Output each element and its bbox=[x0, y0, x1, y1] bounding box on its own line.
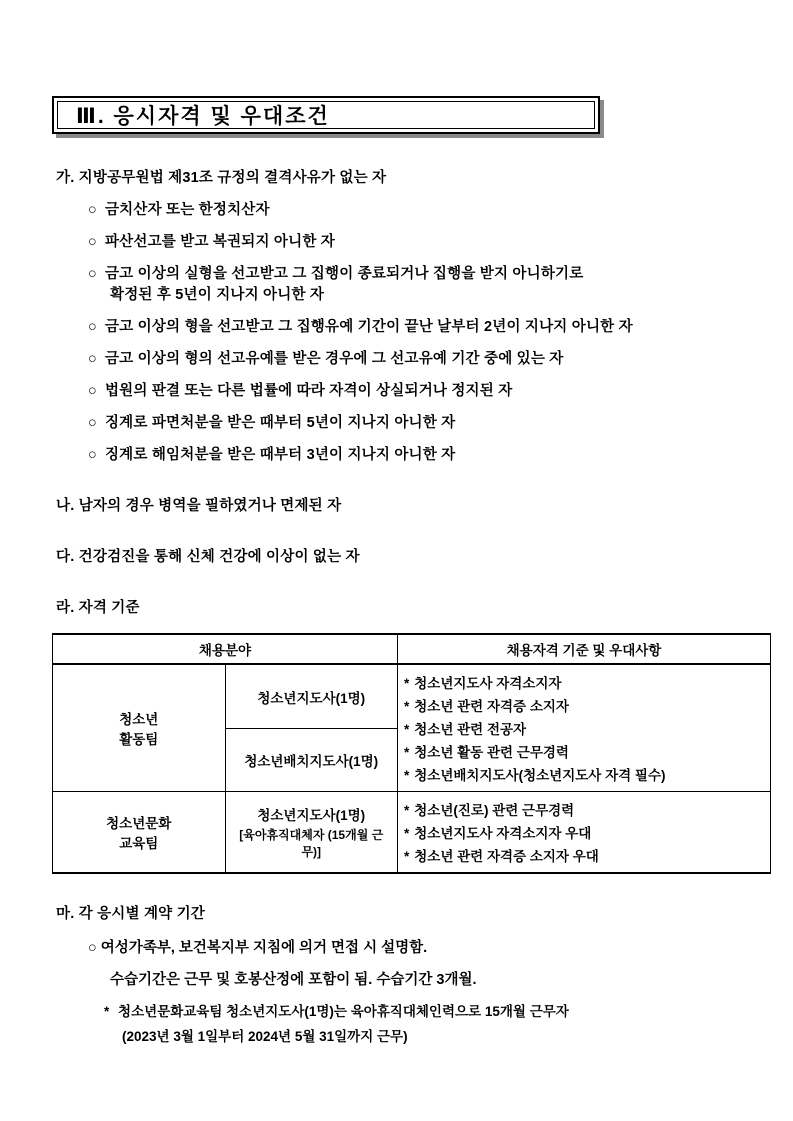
list-item-text: 금치산자 또는 한정치산자 bbox=[104, 202, 270, 219]
list-item-text: 금고 이상의 형의 선고유예를 받은 경우에 그 선고유예 기간 중에 있는 자 bbox=[104, 351, 564, 368]
requirement-text: 청소년지도사 자격소지자 우대 bbox=[414, 826, 592, 842]
circle-bullet-icon: ○ bbox=[88, 234, 97, 251]
section-a-label: 가. 지방공무원법 제31조 규정의 결격사유가 없는 자 bbox=[56, 170, 387, 186]
circle-bullet-icon: ○ bbox=[88, 447, 97, 464]
requirement-text: 청소년 관련 전공자 bbox=[414, 722, 527, 738]
heading-box bbox=[52, 96, 600, 134]
section-e-line-3-text: 청소년문화교육팀 청소년지도사(1명)는 육아휴직대체인력으로 15개월 근무자 bbox=[118, 1004, 569, 1020]
requirement-item bbox=[404, 764, 764, 784]
asterisk-icon: * bbox=[404, 722, 410, 738]
requirement-text: 청소년 활동 관련 근무경력 bbox=[414, 745, 569, 761]
table-header-field: 채용분야 bbox=[53, 634, 398, 664]
list-item bbox=[88, 264, 778, 306]
list-item bbox=[88, 413, 778, 434]
list-item-text-continued: 확정된 후 5년이 지나지 아니한 자 bbox=[110, 287, 325, 304]
list-item bbox=[88, 200, 778, 221]
list-item-text: 징계로 파면처분을 받은 때부터 5년이 지나지 아니한 자 bbox=[104, 415, 456, 432]
team-line-2: 교육팀 bbox=[119, 836, 159, 852]
asterisk-icon: * bbox=[104, 1004, 110, 1020]
team-line-2: 활동팀 bbox=[119, 732, 159, 748]
requirement-item bbox=[404, 718, 764, 738]
asterisk-icon: * bbox=[404, 699, 410, 715]
table-cell-position bbox=[225, 792, 398, 874]
requirement-text: 청소년배치지도사(청소년지도사 자격 필수) bbox=[414, 768, 666, 784]
asterisk-icon: * bbox=[404, 849, 410, 865]
requirement-text: 청소년지도사 자격소지자 bbox=[414, 676, 562, 692]
table-row bbox=[53, 664, 771, 728]
requirement-item bbox=[404, 695, 764, 715]
asterisk-icon: * bbox=[404, 745, 410, 761]
document-body bbox=[0, 168, 793, 1045]
list-item bbox=[88, 232, 778, 253]
circle-bullet-icon: ○ bbox=[88, 266, 97, 283]
list-item bbox=[88, 445, 778, 466]
table-cell-position bbox=[225, 664, 398, 728]
circle-bullet-icon: ○ bbox=[88, 383, 97, 400]
section-heading bbox=[52, 96, 600, 134]
circle-bullet-icon: ○ bbox=[88, 940, 97, 957]
table-row bbox=[53, 792, 771, 874]
circle-bullet-icon: ○ bbox=[88, 202, 97, 219]
section-b-label: 나. 남자의 경우 병역을 필하였거나 면제된 자 bbox=[56, 498, 342, 515]
section-e-line-2: 수습기간은 근무 및 호봉산정에 포함이 됨. 수습기간 3개월. bbox=[110, 972, 477, 989]
position-subtitle: [육아휴직대체자 (15개월 근무)] bbox=[239, 828, 384, 860]
section-e-line-3 bbox=[104, 1000, 793, 1020]
requirement-text: 청소년 관련 자격증 소지자 우대 bbox=[414, 849, 599, 865]
section-e-label: 마. 각 응시별 계약 기간 bbox=[56, 906, 206, 923]
section-d-label: 라. 자격 기준 bbox=[56, 600, 140, 617]
requirement-item bbox=[404, 672, 764, 692]
qualification-table-wrapper bbox=[52, 633, 744, 874]
position-title: 청소년지도사(1명) bbox=[257, 808, 366, 824]
team-line-1: 청소년 bbox=[119, 712, 159, 728]
table-cell-team bbox=[53, 792, 226, 874]
list-item-text: 파산선고를 받고 복권되지 아니한 자 bbox=[104, 234, 335, 251]
table-header-requirements: 채용자격 기준 및 우대사항 bbox=[398, 634, 771, 664]
requirement-item bbox=[404, 741, 764, 761]
position-title: 청소년배치지도사(1명) bbox=[244, 754, 379, 770]
section-e-line-1 bbox=[88, 936, 793, 957]
list-item-text: 금고 이상의 실형을 선고받고 그 집행이 종료되거나 집행을 받지 아니하기로 bbox=[104, 266, 584, 283]
list-item-text: 징계로 해임처분을 받은 때부터 3년이 지나지 아니한 자 bbox=[104, 447, 456, 464]
section-e-line-4: (2023년 3월 1일부터 2024년 5월 31일까지 근무) bbox=[122, 1029, 408, 1045]
list-item-text: 금고 이상의 형을 선고받고 그 집행유예 기간이 끝난 날부터 2년이 지나지 아니한 자 bbox=[104, 319, 633, 336]
list-item bbox=[88, 349, 778, 370]
asterisk-icon: * bbox=[404, 826, 410, 842]
section-c-label: 다. 건강검진을 통해 신체 건강에 이상이 없는 자 bbox=[56, 549, 360, 566]
position-title: 청소년지도사(1명) bbox=[257, 690, 366, 706]
team-line-1: 청소년문화 bbox=[106, 816, 172, 832]
asterisk-icon: * bbox=[404, 768, 410, 784]
list-item bbox=[88, 381, 778, 402]
asterisk-icon: * bbox=[404, 803, 410, 819]
table-cell-team bbox=[53, 664, 226, 792]
heading-inner-border bbox=[57, 101, 595, 129]
page-title: Ⅲ. 응시자격 및 우대조건 bbox=[76, 105, 330, 128]
table-cell-requirements bbox=[398, 792, 771, 874]
section-e-line-1-text: 여성가족부, 보건복지부 지침에 의거 면접 시 설명함. bbox=[100, 940, 428, 957]
requirement-item bbox=[404, 799, 764, 819]
asterisk-icon: * bbox=[404, 676, 410, 692]
table-header-row bbox=[53, 634, 771, 664]
table-cell-requirements bbox=[398, 664, 771, 792]
qualification-table bbox=[52, 633, 771, 874]
list-item bbox=[88, 317, 778, 338]
circle-bullet-icon: ○ bbox=[88, 319, 97, 336]
requirement-text: 청소년(진로) 관련 근무경력 bbox=[414, 803, 575, 819]
requirement-item bbox=[404, 822, 764, 842]
circle-bullet-icon: ○ bbox=[88, 415, 97, 432]
list-item-text: 법원의 판결 또는 다른 법률에 따라 자격이 상실되거나 정지된 자 bbox=[104, 383, 513, 400]
table-cell-position bbox=[225, 728, 398, 791]
requirement-text: 청소년 관련 자격증 소지자 bbox=[414, 699, 569, 715]
requirement-item bbox=[404, 845, 764, 865]
circle-bullet-icon: ○ bbox=[88, 351, 97, 368]
